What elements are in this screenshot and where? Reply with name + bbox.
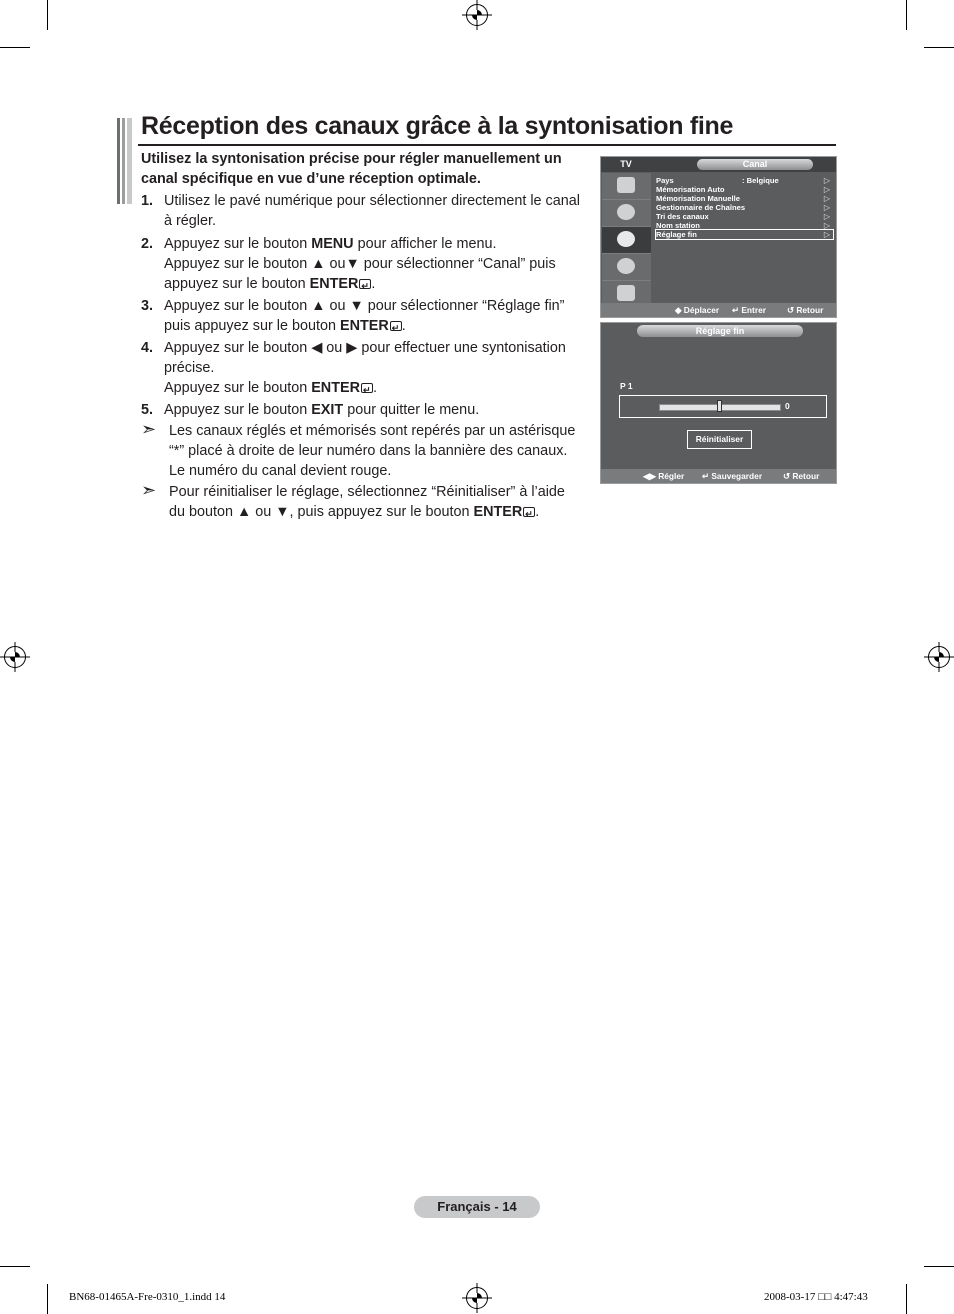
step-text: Appuyez sur le bouton MENU pour afficher le menu. — [164, 236, 497, 252]
crop-mark — [0, 1266, 30, 1267]
slug-file: BN68-01465A-Fre-0310_1.indd 14 — [69, 1291, 226, 1303]
osd-menu-label: Nom station — [656, 221, 700, 230]
osd-menu-item[interactable] — [656, 176, 833, 185]
footer-back: ↺ Retour — [787, 305, 824, 315]
osd-sidebar — [602, 173, 651, 311]
note-arrow-icon: ➣ — [141, 419, 157, 439]
osd-menu-label: Mémorisation Auto — [656, 185, 725, 194]
osd-header: Réglage fin — [637, 325, 803, 337]
chevron-right-icon: ▷ — [823, 221, 830, 230]
enter-icon — [361, 383, 373, 393]
page-number: Français - 14 — [414, 1196, 540, 1218]
step-text: appuyez sur le bouton ENTER↵ . — [164, 274, 596, 294]
step-text: Utilisez le pavé numérique pour sélectionner directement le canal — [164, 193, 580, 209]
enter-icon — [523, 507, 535, 517]
footer-adjust: ◀▶ Régler — [643, 471, 685, 481]
slug-date: 2008-03-17 □□ 4:47:43 — [764, 1291, 868, 1303]
footer-back: ↺ Retour — [783, 471, 820, 481]
enter-icon — [390, 321, 402, 331]
reset-button[interactable]: Réinitialiser — [687, 430, 752, 449]
osd-menu-item[interactable] — [656, 221, 833, 230]
osd-menu-item[interactable] — [656, 185, 833, 194]
picture-icon[interactable] — [602, 173, 651, 200]
crop-mark — [47, 0, 48, 30]
osd-menu-label: Tri des canaux — [656, 212, 709, 221]
registration-mark-icon — [466, 4, 488, 26]
step-number: 2. — [141, 236, 154, 252]
step-text: Appuyez sur le bouton ◀ ou ▶ pour effectuer une syntonisation — [164, 340, 566, 356]
chevron-right-icon: ▷ — [823, 230, 830, 239]
note-1 — [141, 421, 596, 481]
chevron-right-icon: ▷ — [823, 176, 830, 185]
chevron-right-icon: ▷ — [823, 212, 830, 221]
chevron-right-icon: ▷ — [823, 194, 830, 203]
crop-mark — [924, 47, 954, 48]
osd-header: Canal — [697, 159, 813, 170]
step-4 — [141, 338, 596, 398]
note-text: Le numéro du canal devient rouge. — [169, 463, 392, 479]
crop-mark — [0, 47, 30, 48]
osd-menu-label: Gestionnaire de Chaînes — [656, 203, 746, 212]
step-2 — [141, 234, 596, 294]
title-decoration — [117, 118, 132, 204]
step-text: Appuyez sur le bouton ▲ ou▼ pour sélectionner “Canal” puis — [164, 256, 556, 272]
step-number: 1. — [141, 193, 154, 209]
sound-icon[interactable] — [602, 200, 651, 227]
osd-menu-item[interactable] — [656, 203, 833, 212]
step-text: puis appuyez sur le bouton ENTER↵ . — [164, 316, 596, 336]
channel-icon[interactable] — [602, 227, 651, 254]
osd-tv-label: TV — [620, 159, 632, 169]
enter-icon — [359, 279, 371, 289]
step-text: Appuyez sur le bouton ENTER↵ . — [164, 378, 596, 398]
crop-mark — [924, 1266, 954, 1267]
slider-value: 0 — [785, 401, 790, 411]
osd-menu-item[interactable] — [656, 194, 833, 203]
osd-menu-value: : Belgique — [742, 176, 779, 185]
osd-menu-label: Pays — [656, 176, 674, 185]
channel-number: P 1 — [620, 381, 633, 391]
crop-mark — [906, 0, 907, 30]
crop-mark — [906, 1284, 907, 1314]
title-rule — [138, 144, 836, 146]
footer-save: ↵ Sauvegarder — [702, 471, 763, 481]
slider-thumb[interactable] — [717, 400, 722, 412]
footer-move: ◆ Déplacer — [675, 305, 720, 315]
step-text: à régler. — [164, 213, 216, 229]
note-text: du bouton ▲ ou ▼, puis appuyez sur le bouton ENTER↵ . — [169, 502, 596, 522]
note-text: Les canaux réglés et mémorisés sont repérés par un astérisque — [169, 423, 576, 439]
step-number: 3. — [141, 298, 154, 314]
intro-text: Utilisez la syntonisation précise pour régler manuellement un canal spécifique en vue d’une réception optimale. — [141, 151, 562, 187]
osd-footer — [601, 469, 836, 483]
osd-fine-tune — [600, 322, 837, 484]
step-3 — [141, 296, 596, 336]
step-1 — [141, 191, 596, 231]
setup-gear-icon[interactable] — [602, 254, 651, 281]
step-text: Appuyez sur le bouton ▲ ou ▼ pour sélectionner “Réglage fin” — [164, 298, 565, 314]
osd-menu-label: Réglage fin — [656, 230, 697, 239]
step-text: précise. — [164, 360, 215, 376]
step-text: Appuyez sur le bouton EXIT pour quitter le menu. — [164, 402, 480, 418]
note-text: Pour réinitialiser le réglage, sélectionnez “Réinitialiser” à l’aide — [169, 484, 565, 500]
chevron-right-icon: ▷ — [823, 203, 830, 212]
step-number: 5. — [141, 402, 154, 418]
fine-tune-slider-box — [619, 395, 827, 418]
osd-canal-menu — [600, 156, 837, 318]
registration-mark-icon — [466, 1287, 488, 1309]
chevron-right-icon: ▷ — [823, 185, 830, 194]
osd-menu-item[interactable] — [656, 230, 833, 239]
step-number: 4. — [141, 340, 154, 356]
osd-menu-item[interactable] — [656, 212, 833, 221]
step-5 — [141, 400, 596, 420]
osd-menu-list — [656, 176, 833, 239]
note-2 — [141, 482, 596, 522]
osd-menu-label: Mémorisation Manuelle — [656, 194, 740, 203]
crop-mark — [47, 1284, 48, 1314]
footer-enter: ↵ Entrer — [732, 305, 767, 315]
registration-mark-icon — [928, 646, 950, 668]
page-title: Réception des canaux grâce à la syntonisation fine — [141, 112, 734, 140]
note-arrow-icon: ➣ — [141, 480, 157, 500]
osd-footer — [601, 303, 836, 317]
registration-mark-icon — [4, 646, 26, 668]
note-text: “*” placé à droite de leur numéro dans la bannière des canaux. — [169, 443, 568, 459]
